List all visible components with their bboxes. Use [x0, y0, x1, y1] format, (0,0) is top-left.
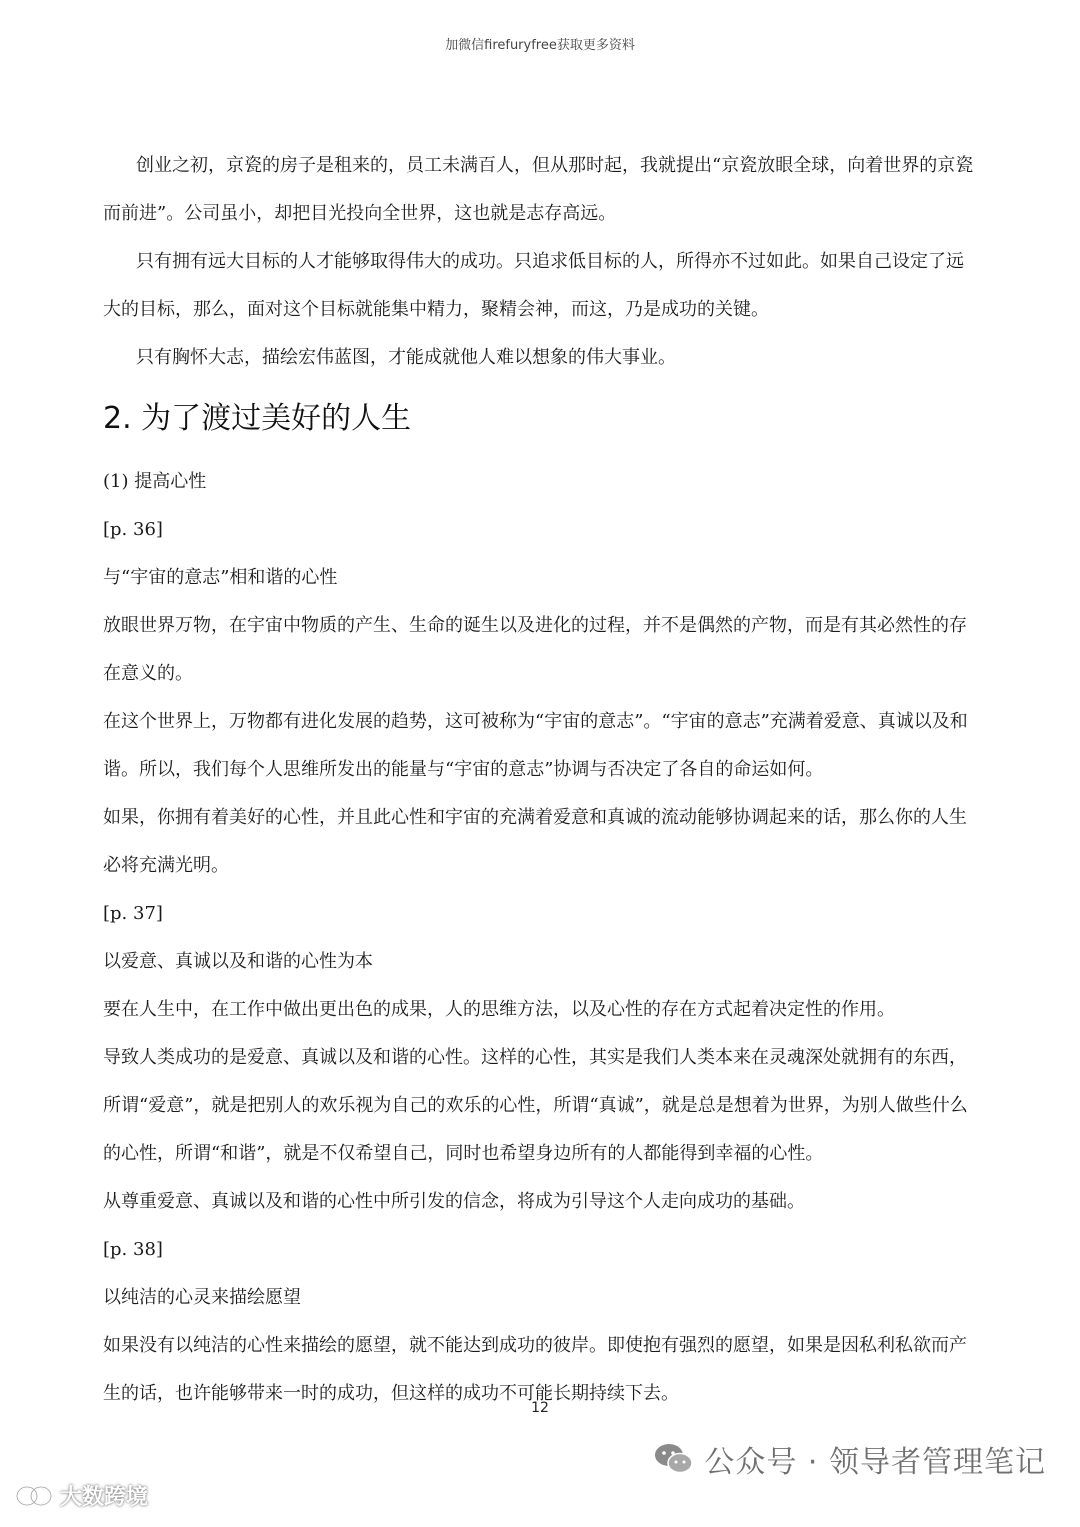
- link-logo-icon: [14, 1483, 54, 1509]
- section-heading: 2. 为了渡过美好的人生: [103, 401, 412, 436]
- wechat-watermark-text: 公众号 · 领导者管理笔记: [704, 1445, 1046, 1480]
- body-paragraph: 只有胸怀大志，描绘宏伟蓝图，才能成就他人难以想象的伟大事业。: [136, 347, 676, 368]
- page-number: 12: [531, 1400, 549, 1416]
- brand-watermark-text: 大数跨境: [60, 1485, 149, 1510]
- wechat-watermark: [654, 1437, 1046, 1481]
- body-paragraph: 放眼世界万物，在宇宙中物质的产生、生命的诞生以及进化的过程，并不是偶然的产物，而是有其必然性的存在意义的。: [103, 615, 967, 684]
- body-paragraph: 创业之初，京瓷的房子是租来的，员工未满百人，但从那时起，我就提出“京瓷放眼全球，向着世界的京瓷而前进”。公司虽小，却把目光投向全世界，这也就是志存高远。: [103, 155, 974, 224]
- body-paragraph: 只有拥有远大目标的人才能够取得伟大的成功。只追求低目标的人，所得亦不过如此。如果自己设定了远大的目标，那么，面对这个目标就能集中精力，聚精会神，而这，乃是成功的关键。: [103, 251, 964, 320]
- brand-watermark: [14, 1480, 148, 1511]
- body-paragraph: 要在人生中，在工作中做出更出色的成果，人的思维方法，以及心性的存在方式起着决定性的作用。: [103, 999, 895, 1020]
- header-note: 加微信firefuryfree获取更多资料: [445, 38, 635, 53]
- page-reference: [p. 36]: [103, 519, 163, 540]
- body-paragraph: 导致人类成功的是爱意、真诚以及和谐的心性。这样的心性，其实是我们人类本来在灵魂深处就拥有的东西，所谓“爱意”，就是把别人的欢乐视为自己的欢乐的心性，所谓“真诚”，就是总是想着为世界，为别人做些什么的心性，所谓“和谐”，就是不仅希望自己，同时也希望身边所有的人都能得到幸福的心性。: [103, 1047, 968, 1164]
- body-paragraph: 如果没有以纯洁的心性来描绘的愿望，就不能达到成功的彼岸。即使抱有强烈的愿望，如果是因私利私欲而产生的话，也许能够带来一时的成功，但这样的成功不可能长期持续下去。: [103, 1335, 967, 1404]
- wechat-icon: [654, 1442, 694, 1476]
- page-reference: [p. 37]: [103, 903, 163, 924]
- topic-title: 与“宇宙的意志”相和谐的心性: [103, 567, 338, 588]
- body-paragraph: 从尊重爱意、真诚以及和谐的心性中所引发的信念，将成为引导这个人走向成功的基础。: [103, 1191, 805, 1212]
- subsection-title: (1) 提高心性: [103, 471, 207, 492]
- topic-title: 以纯洁的心灵来描绘愿望: [103, 1287, 301, 1308]
- body-paragraph: 如果，你拥有着美好的心性，并且此心性和宇宙的充满着爱意和真诚的流动能够协调起来的话，那么你的人生必将充满光明。: [103, 807, 967, 876]
- page-reference: [p. 38]: [103, 1239, 163, 1260]
- body-paragraph: 在这个世界上，万物都有进化发展的趋势，这可被称为“宇宙的意志”。“宇宙的意志”充满着爱意、真诚以及和谐。所以，我们每个人思维所发出的能量与“宇宙的意志”协调与否决定了各自的命运如何。: [103, 711, 968, 780]
- topic-title: 以爱意、真诚以及和谐的心性为本: [103, 951, 373, 972]
- page-body: [103, 142, 981, 1418]
